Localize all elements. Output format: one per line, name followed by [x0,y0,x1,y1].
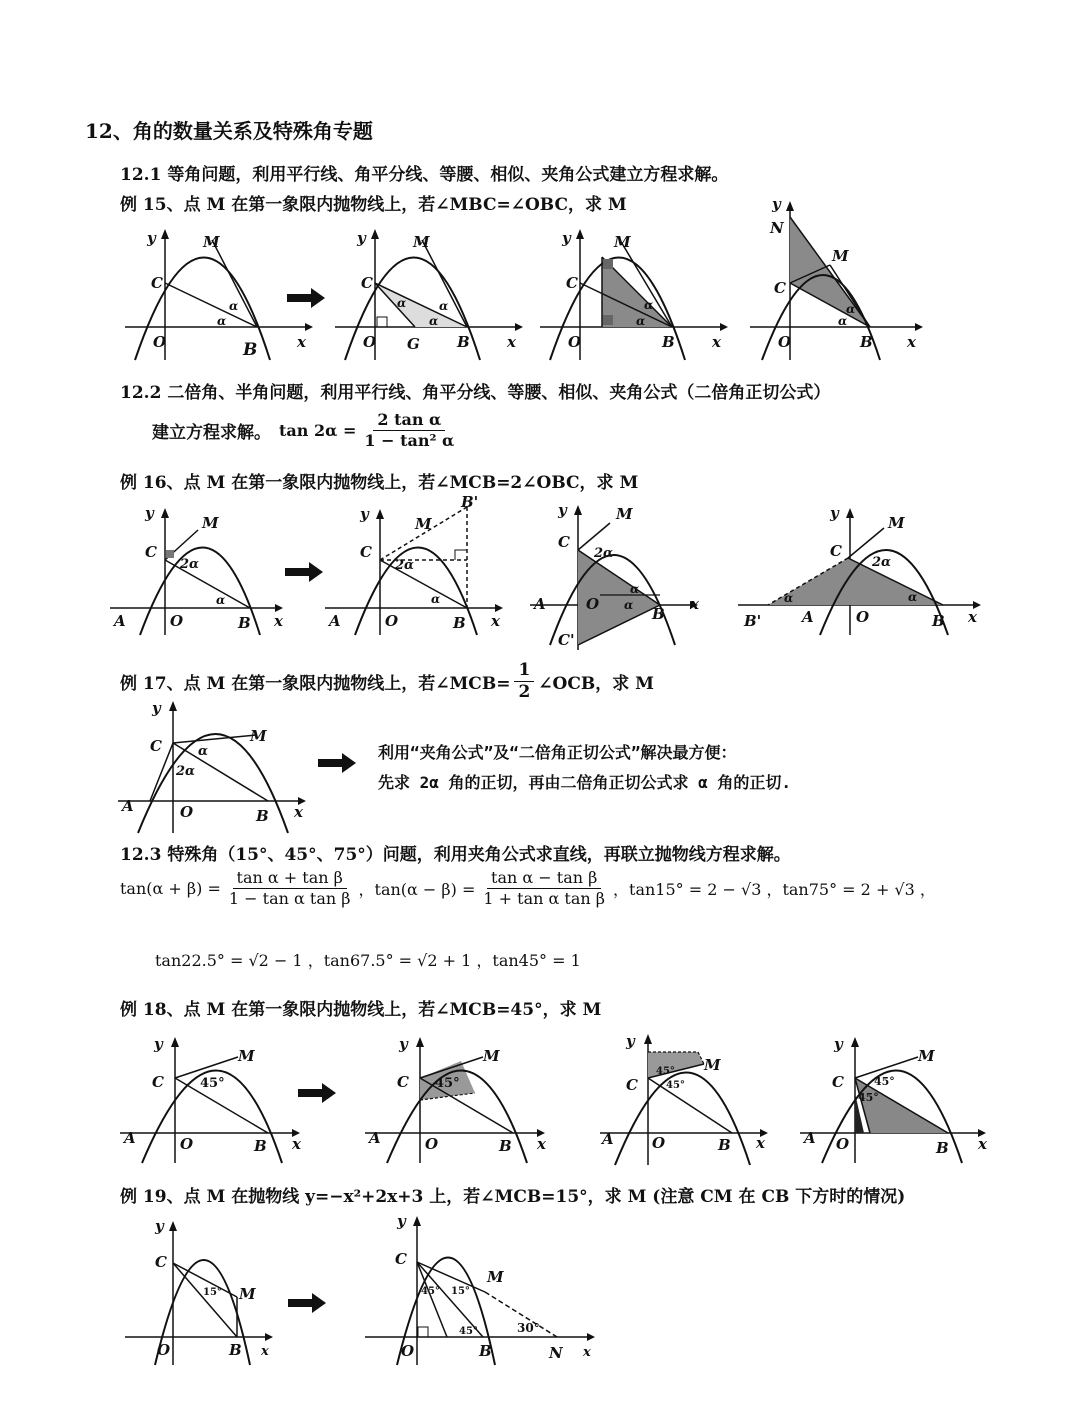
ex17-C-label: C [150,737,162,755]
ex15-f3-x-label: x [712,333,721,351]
ex15-f4-N-label: N [770,219,784,237]
ex19-f2-angle-45-bottom: 45° [459,1326,478,1337]
sum-difference-formulas [120,868,936,909]
ex16-f1-M-label: M [202,514,219,532]
ex18-f1-M-label: M [238,1047,255,1065]
formula-lhs: tan 2α = [279,421,357,440]
ex16-f1-O-label: O [170,612,184,630]
ex19-f1-O-label: O [157,1341,171,1359]
example-17-post: ∠OCB，求 M [538,674,654,695]
ex16-figure-3 [530,495,710,655]
formula-denominator: 1 − tan² α [364,431,455,450]
ex18-figure-3 [600,1030,780,1168]
ex15-f3-B-label: B [662,333,675,351]
ex16-f3-alpha-a: α [630,582,640,596]
ex19-f2-C-label: C [395,1250,407,1268]
ex18-f3-O-label: O [652,1134,666,1152]
ex16-f2-x-label: x [491,612,500,630]
double-angle-formula [152,410,462,451]
ex15-f1-C-label: C [151,274,163,292]
ex18-f4-y-label: y [834,1035,843,1053]
arrow-icon [288,1293,328,1313]
ex18-f3-A-label: A [602,1130,614,1148]
ex18-figure-2 [365,1033,555,1168]
ex19-f2-O-label: O [401,1342,415,1360]
formula-numerator: 2 tan α [373,410,445,431]
ex15-f1-alpha-lower: α [217,314,227,328]
ex16-f1-2alpha: 2α [180,557,200,572]
ex18-f3-angle-45-a: 45° [656,1066,675,1077]
ex17-B-label: B [256,807,269,825]
subsection-12-3-title: 12.3 特殊角（15°、45°、75°）问题，利用夹角公式求直线，再联立抛物线方程求解。 [120,845,791,865]
ex15-f2-y-label: y [357,229,366,247]
ex19-figure-1 [125,1215,285,1365]
ex16-f3-x-label: x [690,595,699,613]
arrow-icon [318,753,358,773]
ex17-A-label: A [122,797,134,815]
ex15-f2-alpha-c: α [429,314,439,328]
ex16-f4-2alpha: 2α [872,555,892,570]
ex15-f4-B-label: B [860,333,873,351]
ex18-f4-A-label: A [804,1129,816,1147]
ex18-f4-O-label: O [836,1135,850,1153]
ex16-f4-M-label: M [888,514,905,532]
ex18-f2-y-label: y [399,1035,408,1053]
diff-formula-lhs: ，tan(α − β) = [358,880,476,899]
ex15-f1-B-label: B [243,340,258,360]
ex16-f3-M-label: M [616,505,633,523]
ex15-figure-2 [335,225,525,365]
ex18-f3-y-label: y [626,1032,635,1050]
ex19-f2-y-label: y [397,1212,406,1230]
ex16-f1-y-label: y [145,504,154,522]
ex18-f3-M-label: M [704,1056,721,1074]
ex16-f4-x-label: x [968,608,977,626]
ex16-f3-O-label: O [586,595,600,613]
ex15-f2-G-label: G [407,335,420,353]
ex16-f1-A-label: A [114,612,126,630]
ex15-figure-4 [750,195,930,365]
ex15-f4-O-label: O [778,333,792,351]
ex16-f2-Bp-label: B' [461,493,479,511]
sum-formula-denominator: 1 − tan α tan β [228,889,351,908]
ex15-f2-x-label: x [507,333,516,351]
ex19-figure-2 [365,1210,605,1370]
ex16-f1-x-label: x [274,612,283,630]
ex15-f1-y-label: y [147,229,156,247]
ex19-f1-B-label: B [229,1341,242,1359]
ex15-f2-O-label: O [363,333,377,351]
ex18-f2-A-label: A [369,1129,381,1147]
ex15-f4-y-label: y [772,195,781,213]
diff-formula-numerator: tan α − tan β [487,868,601,889]
note-line-2: 先求 2α 角的正切，再由二倍角正切公式求 α 角的正切. [378,773,792,792]
arrow-icon [285,562,325,582]
ex16-f1-alpha: α [216,593,226,607]
ex18-f3-x-label: x [756,1134,765,1152]
ex16-f4-Bp-label: B' [744,612,762,630]
ex18-f1-angle-45: 45° [200,1076,225,1091]
ex18-f4-angle-45-a: 45° [874,1075,895,1088]
ex19-f2-angle-45-top: 45° [421,1286,440,1297]
ex19-f2-x-label: x [583,1345,591,1360]
ex18-f4-x-label: x [978,1135,987,1153]
ex18-f4-M-label: M [918,1047,935,1065]
ex19-f2-B-label: B [479,1342,492,1360]
ex17-O-label: O [180,803,194,821]
ex18-f1-y-label: y [154,1035,163,1053]
arrow-icon [287,288,327,308]
ex15-f1-M-label: M [203,233,220,251]
ex18-f2-B-label: B [499,1137,512,1155]
ex16-f4-O-label: O [856,608,870,626]
ex18-f2-M-label: M [483,1047,500,1065]
subsection-12-1-title: 12.1 等角问题，利用平行线、角平分线、等腰、相似、夹角公式建立方程求解。 [120,165,729,185]
example-15: 例 15、点 M 在第一象限内抛物线上，若∠MBC=∠OBC，求 M [120,195,627,215]
ex15-figure-3 [540,225,730,365]
example-19: 例 19、点 M 在抛物线 y=−x²+2x+3 上，若∠MCB=15°，求 M (注意 CM 在 CB 下方时的情况) [120,1187,906,1207]
ex16-f2-C-label: C [360,543,372,561]
ex19-f1-C-label: C [155,1253,167,1271]
ex16-figure-1 [110,500,290,640]
ex18-figure-1 [120,1033,310,1168]
ex16-f2-alpha: α [431,592,441,606]
ex16-f2-A-label: A [329,612,341,630]
ex15-f1-O-label: O [153,333,167,351]
ex19-f1-y-label: y [155,1217,164,1235]
half-numerator: 1 [514,660,534,682]
ex15-f2-alpha-b: α [439,299,449,313]
sum-formula-numerator: tan α + tan β [233,868,347,889]
ex16-f1-C-label: C [145,543,157,561]
section-title: 12、角的数量关系及特殊角专题 [85,119,373,143]
ex16-f4-alpha-right: α [908,590,918,604]
ex17-2alpha: 2α [176,764,196,779]
ex16-f1-B-label: B [238,614,251,632]
ex18-f1-O-label: O [180,1135,194,1153]
ex19-f2-N-label: N [549,1344,563,1362]
note-line-1: 利用“夹角公式”及“二倍角正切公式”解决最方便： [378,743,737,762]
ex16-figure-2 [325,495,515,640]
ex19-f2-angle-30: 30° [517,1321,540,1335]
ex19-f2-angle-15: 15° [451,1286,470,1297]
ex18-f2-angle-45: 45° [435,1076,460,1091]
ex17-x-label: x [294,803,303,821]
ex15-f4-M-label: M [832,247,849,265]
ex18-f1-x-label: x [292,1135,301,1153]
ex16-figure-4 [738,500,988,640]
ex19-f1-x-label: x [261,1344,269,1359]
ex18-f1-C-label: C [152,1073,164,1091]
ex18-f3-C-label: C [626,1076,638,1094]
ex16-f3-B-label: B [652,605,665,623]
half-denominator: 2 [518,682,531,703]
ex16-f2-M-label: M [415,515,432,533]
ex15-f3-alpha-b: α [636,314,646,328]
ex15-f3-O-label: O [568,333,582,351]
ex15-f2-C-label: C [361,274,373,292]
ex16-f4-C-label: C [830,542,842,560]
ex16-f3-Cp-label: C' [558,631,575,649]
diff-formula-denominator: 1 + tan α tan β [483,889,606,908]
ex18-f1-A-label: A [124,1129,136,1147]
ex15-f4-C-label: C [774,279,786,297]
ex15-f3-y-label: y [562,229,571,247]
ex17-y-label: y [152,699,161,717]
ex17-figure [118,695,318,835]
formula-intro: 建立方程求解。 [152,423,271,443]
ex16-f2-B-label: B [453,614,466,632]
ex15-f1-alpha-upper: α [229,299,239,313]
ex16-f4-alpha-left: α [784,591,794,605]
ex19-f1-M-label: M [239,1285,256,1303]
ex16-f3-alpha-b: α [624,598,634,612]
ex15-f3-alpha-a: α [644,298,654,312]
ex15-f4-x-label: x [907,333,916,351]
example-18: 例 18、点 M 在第一象限内抛物线上，若∠MCB=45°，求 M [120,1000,602,1020]
ex16-f4-y-label: y [830,504,839,522]
ex18-f3-angle-45-b: 45° [666,1080,685,1091]
tan-22-67-45-values: tan22.5° = √2 − 1 ，tan67.5° = √2 + 1 ，tan45° = 1 [155,951,581,970]
example-17-pre: 例 17、点 M 在第一象限内抛物线上，若∠MCB= [120,674,511,695]
ex18-f4-angle-45-b: 45° [858,1091,879,1104]
ex15-f2-B-label: B [457,333,470,351]
ex17-alpha: α [198,744,209,759]
ex16-f2-y-label: y [360,505,369,523]
ex18-f1-B-label: B [254,1137,267,1155]
subsection-12-2-title: 12.2 二倍角、半角问题，利用平行线、角平分线、等腰、相似、夹角公式（二倍角正切公式） [120,383,831,403]
ex19-f2-M-label: M [487,1268,504,1286]
ex16-f3-C-label: C [558,533,570,551]
tan-15-75-values: ，tan15° = 2 − √3 ，tan75° = 2 + √3 ， [613,880,936,899]
ex18-figure-4 [800,1033,995,1168]
ex15-f2-M-label: M [413,233,430,251]
ex15-f2-alpha-a: α [397,296,407,310]
ex15-f3-M-label: M [614,233,631,251]
ex18-f2-O-label: O [425,1135,439,1153]
sum-formula-lhs: tan(α + β) = [120,879,221,898]
ex15-f4-alpha-b: α [838,314,848,328]
example-16: 例 16、点 M 在第一象限内抛物线上，若∠MCB=2∠OBC，求 M [120,473,639,493]
ex15-f3-C-label: C [566,274,578,292]
ex16-f2-O-label: O [385,612,399,630]
ex18-f3-B-label: B [718,1136,731,1154]
arrow-icon [298,1083,338,1103]
ex17-M-label: M [250,727,267,745]
ex16-f4-B-label: B [932,612,945,630]
ex16-f4-A-label: A [802,608,814,626]
ex16-f3-2alpha: 2α [594,546,614,561]
ex18-f2-x-label: x [537,1135,546,1153]
ex18-f4-B-label: B [936,1139,949,1157]
ex18-f2-C-label: C [397,1073,409,1091]
ex16-f3-y-label: y [558,501,567,519]
ex16-f2-2alpha: 2α [395,558,415,573]
ex16-f3-A-label: A [534,595,546,613]
ex18-f4-C-label: C [832,1073,844,1091]
ex15-f1-x-label: x [297,333,306,351]
ex15-f4-alpha-a: α [846,302,856,316]
ex19-f1-angle-15: 15° [203,1287,222,1298]
